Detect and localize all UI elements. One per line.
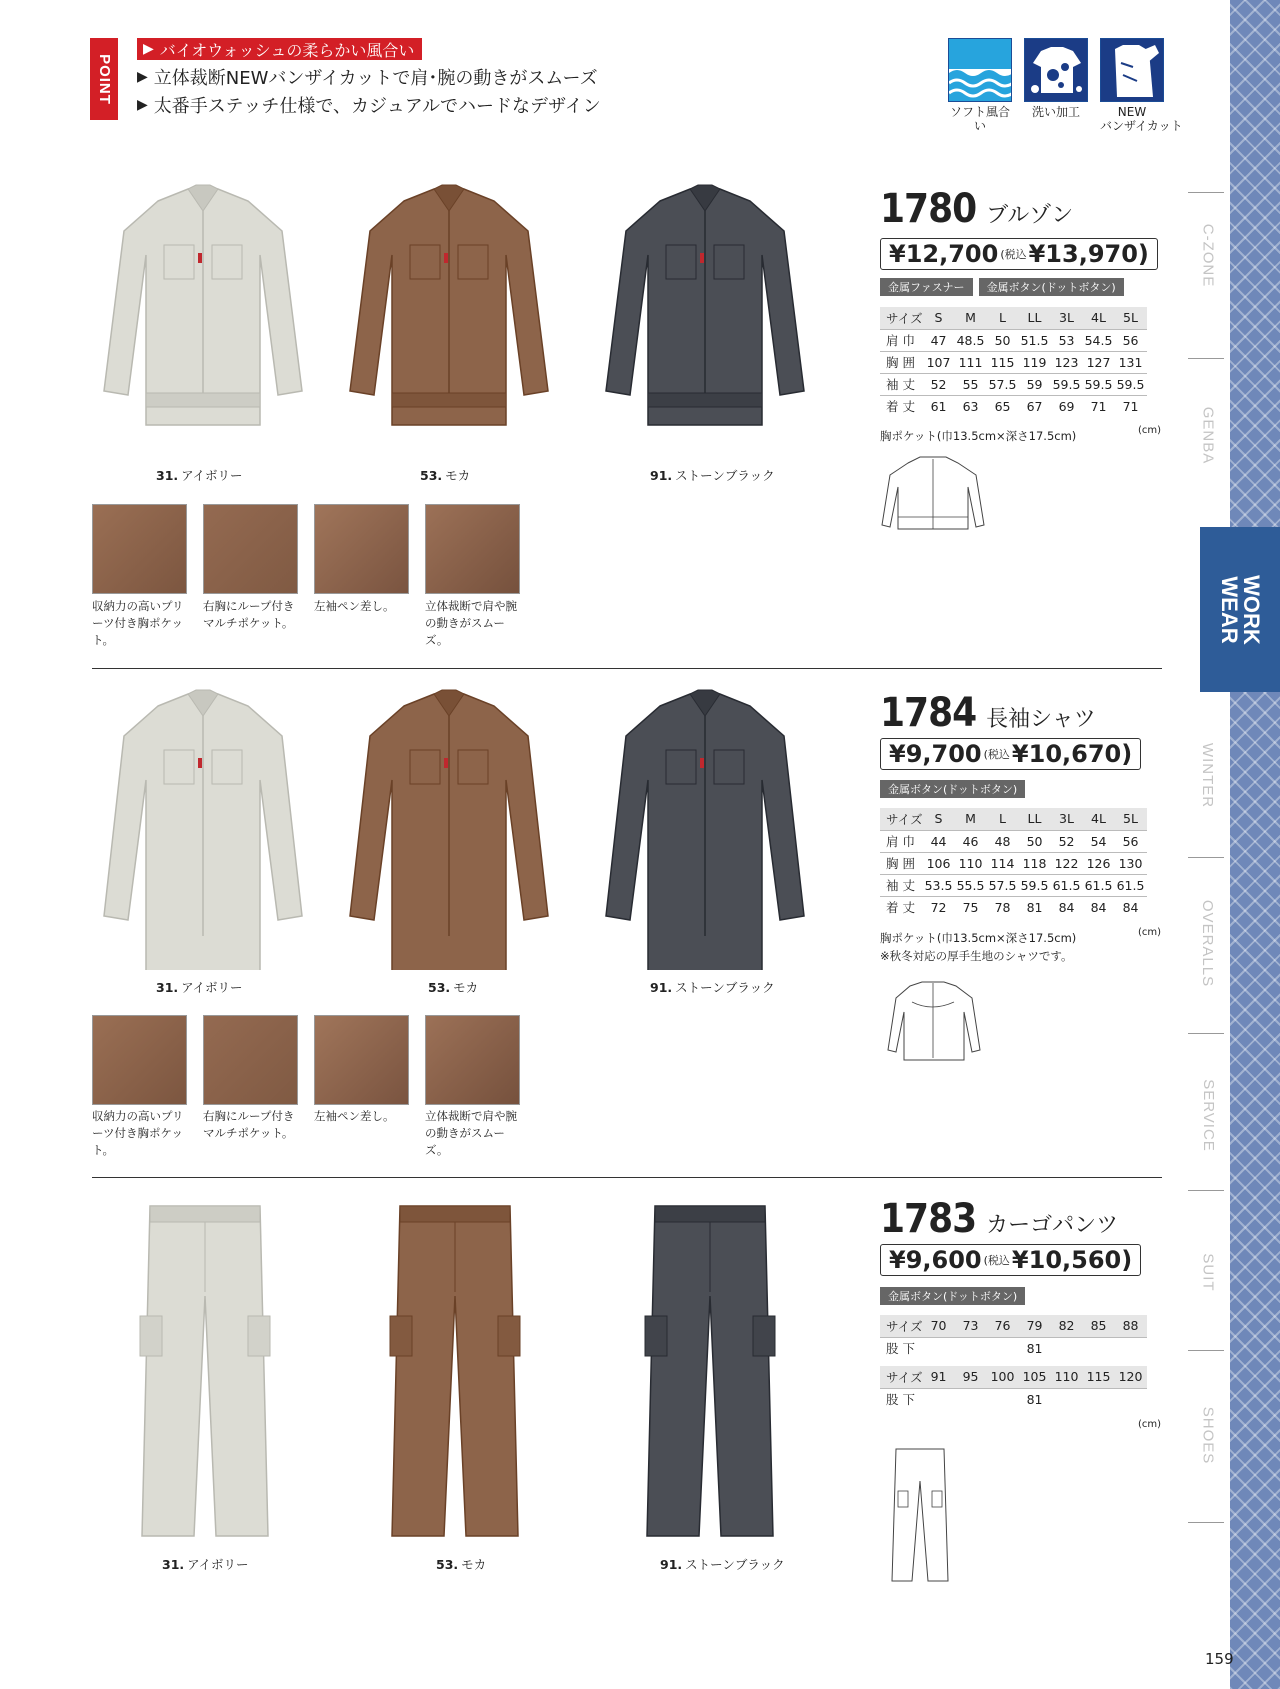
- size-cell: 50: [1019, 830, 1051, 852]
- size-cell: 67: [1019, 395, 1051, 417]
- size-cell: 110: [1051, 1366, 1083, 1388]
- detail-caption: 右胸にループ付きマルチポケット。: [203, 599, 295, 630]
- pocket-note: 胸ポケット(巾13.5cm×深さ17.5cm): [880, 931, 1077, 945]
- pants-image-stone-black: [625, 1196, 795, 1546]
- size-cell: 股 下: [880, 1337, 923, 1359]
- pants-waistband: [150, 1206, 260, 1222]
- product-title: 1784 長袖シャツ: [880, 690, 1096, 736]
- nav-tab-shoes[interactable]: SHOES: [1199, 1406, 1217, 1464]
- detail-multi-pocket: [203, 504, 298, 594]
- nav-tab-c-zone[interactable]: C-ZONE: [1199, 223, 1217, 287]
- size-cell: 61.5: [1115, 874, 1147, 896]
- size-cell: 胸 囲: [880, 351, 923, 373]
- color-caption: 31. アイボリー: [156, 468, 243, 483]
- size-cell: M: [955, 307, 987, 329]
- shirt-line-drawing: [878, 980, 988, 1065]
- badge-soft: ソフト風合い: [948, 38, 1012, 133]
- nav-divider: [1188, 857, 1224, 858]
- size-cell: 88: [1115, 1315, 1147, 1337]
- size-cell: 106: [923, 852, 955, 874]
- size-cell: 48: [987, 830, 1019, 852]
- size-cell: [1115, 1337, 1147, 1359]
- color-caption: 31. アイボリー: [162, 1557, 249, 1572]
- detail-caption: 収納力の高いプリーツ付き胸ポケット。: [92, 1109, 184, 1157]
- color-caption: 91. ストーンブラック: [650, 468, 775, 483]
- garment-waistband: [648, 393, 762, 407]
- nav-tab-work-wear[interactable]: WORK WEAR: [1200, 527, 1280, 692]
- size-cell: M: [955, 808, 987, 830]
- size-cell: 107: [923, 351, 955, 373]
- size-table: [880, 307, 1147, 417]
- jacket-image-ivory: [88, 183, 318, 453]
- nav-tab-winter[interactable]: WINTER: [1199, 742, 1217, 808]
- banzai-cut-icon: [1100, 38, 1164, 102]
- size-cell: 52: [1051, 830, 1083, 852]
- size-row: [880, 395, 1147, 417]
- size-cell: 47: [923, 329, 955, 351]
- size-cell: 57.5: [987, 373, 1019, 395]
- point-label: POINT: [90, 38, 118, 120]
- size-cell: 81: [1019, 1337, 1051, 1359]
- pants-waistband: [655, 1206, 765, 1222]
- size-cell: S: [923, 307, 955, 329]
- size-cell: [955, 1388, 987, 1410]
- size-cell: 110: [955, 852, 987, 874]
- shirt-image-ivory: [88, 688, 318, 970]
- size-cell: サイズ: [880, 307, 923, 329]
- size-cell: 56: [1115, 329, 1147, 351]
- pocket-note: 胸ポケット(巾13.5cm×深さ17.5cm): [880, 429, 1077, 443]
- size-cell: 53.5: [923, 874, 955, 896]
- size-cell: 4L: [1083, 808, 1115, 830]
- size-cell: 84: [1115, 896, 1147, 918]
- cargo-pocket: [753, 1316, 775, 1356]
- nav-tab-suit[interactable]: SUIT: [1199, 1252, 1217, 1292]
- size-row: [880, 329, 1147, 351]
- size-cell: 5L: [1115, 808, 1147, 830]
- nav-divider: [1188, 1350, 1224, 1351]
- cargo-pocket: [390, 1316, 412, 1356]
- size-cell: 82: [1051, 1315, 1083, 1337]
- color-caption: 31. アイボリー: [156, 980, 243, 995]
- spec-tag: 金属ファスナー: [880, 278, 973, 296]
- size-cell: LL: [1019, 808, 1051, 830]
- size-cell: 120: [1115, 1366, 1147, 1388]
- nav-divider: [1188, 358, 1224, 359]
- size-cell: 56: [1115, 830, 1147, 852]
- size-header-row: [880, 1366, 1147, 1388]
- spec-tags: [880, 278, 1124, 296]
- color-caption: 91. ストーンブラック: [660, 1557, 785, 1572]
- size-row: [880, 830, 1147, 852]
- size-cell: [955, 1337, 987, 1359]
- size-cell: 91: [923, 1366, 955, 1388]
- size-cell: 65: [987, 395, 1019, 417]
- fabric-note: ※秋冬対応の厚手生地のシャツです。: [880, 949, 1073, 963]
- size-cell: サイズ: [880, 808, 923, 830]
- size-cell: 114: [987, 852, 1019, 874]
- page-number: 159: [1205, 1650, 1234, 1668]
- size-cell: 72: [923, 896, 955, 918]
- size-cell: 54.5: [1083, 329, 1115, 351]
- size-cell: 胸 囲: [880, 852, 923, 874]
- size-cell: L: [987, 307, 1019, 329]
- nav-divider: [1188, 1033, 1224, 1034]
- size-cell: 59.5: [1083, 373, 1115, 395]
- size-row: [880, 1388, 1147, 1410]
- size-cell: 70: [923, 1315, 955, 1337]
- spec-tag: 金属ボタン(ドットボタン): [880, 780, 1025, 798]
- size-cell: 122: [1051, 852, 1083, 874]
- section-divider: [92, 1177, 1162, 1178]
- size-cell: 71: [1083, 395, 1115, 417]
- nav-divider: [1188, 192, 1224, 193]
- price-box: ¥9,600 (税込 ¥10,560 ): [880, 1244, 1141, 1276]
- size-cell: 51.5: [1019, 329, 1051, 351]
- size-cell: 100: [987, 1366, 1019, 1388]
- size-row: [880, 1337, 1147, 1359]
- size-row: [880, 351, 1147, 373]
- pants-image-ivory: [120, 1196, 290, 1546]
- price-box: ¥12,700 (税込 ¥13,970 ): [880, 238, 1158, 270]
- size-cell: 63: [955, 395, 987, 417]
- unit-label: (cm): [1138, 425, 1162, 436]
- size-cell: 5L: [1115, 307, 1147, 329]
- size-cell: 59.5: [1115, 373, 1147, 395]
- price-box: ¥9,700 (税込 ¥10,670 ): [880, 738, 1141, 770]
- size-cell: 48.5: [955, 329, 987, 351]
- size-header-row: [880, 1315, 1147, 1337]
- size-cell: 84: [1083, 896, 1115, 918]
- size-table: [880, 1366, 1147, 1410]
- size-cell: 52: [923, 373, 955, 395]
- size-cell: 130: [1115, 852, 1147, 874]
- size-cell: [987, 1337, 1019, 1359]
- nav-tab-service[interactable]: SERVICE: [1199, 1078, 1217, 1152]
- color-caption: 91. ストーンブラック: [650, 980, 775, 995]
- size-cell: 61: [923, 395, 955, 417]
- color-caption: 53. モカ: [436, 1557, 487, 1572]
- size-cell: [1083, 1337, 1115, 1359]
- size-cell: 55: [955, 373, 987, 395]
- spec-tags: [880, 1287, 1025, 1305]
- size-cell: 3L: [1051, 808, 1083, 830]
- detail-pen-slot: [314, 1015, 409, 1105]
- size-cell: 111: [955, 351, 987, 373]
- badge-banzai-cut: NEW バンザイカット: [1100, 38, 1164, 133]
- detail-pen-slot: [314, 504, 409, 594]
- size-cell: [1115, 1388, 1147, 1410]
- point-item-3: ▶ 太番手ステッチ仕様で、カジュアルでハードなデザイン: [137, 96, 601, 117]
- size-cell: サイズ: [880, 1366, 923, 1388]
- spec-tags: [880, 780, 1025, 798]
- detail-multi-pocket: [203, 1015, 298, 1105]
- garment-label: [198, 253, 202, 263]
- wash-icon: [1024, 38, 1088, 102]
- size-cell: 肩 巾: [880, 329, 923, 351]
- product-title: 1783 カーゴパンツ: [880, 1196, 1119, 1242]
- garment-waistband: [146, 393, 260, 407]
- cargo-pocket: [498, 1316, 520, 1356]
- shirt-image-mocha: [334, 688, 564, 970]
- size-cell: 4L: [1083, 307, 1115, 329]
- detail-shoulder-cut: [425, 1015, 520, 1105]
- size-cell: 71: [1115, 395, 1147, 417]
- size-cell: 69: [1051, 395, 1083, 417]
- detail-caption: 立体裁断で肩や腕の動きがスムーズ。: [425, 1109, 517, 1157]
- size-cell: [987, 1388, 1019, 1410]
- size-cell: 61.5: [1051, 874, 1083, 896]
- size-cell: [1083, 1388, 1115, 1410]
- pants-image-mocha: [370, 1196, 540, 1546]
- size-cell: LL: [1019, 307, 1051, 329]
- size-cell: 46: [955, 830, 987, 852]
- soft-touch-icon: [948, 38, 1012, 102]
- size-row: [880, 896, 1147, 918]
- cargo-pocket: [140, 1316, 162, 1356]
- section-divider: [92, 668, 1162, 669]
- garment-label: [444, 758, 448, 768]
- product-title: 1780 ブルゾン: [880, 186, 1074, 232]
- point-item-1: ▶ バイオウォッシュの柔らかい風合い: [137, 38, 422, 60]
- size-cell: 着 丈: [880, 395, 923, 417]
- size-cell: 3L: [1051, 307, 1083, 329]
- size-cell: 81: [1019, 896, 1051, 918]
- size-cell: 105: [1019, 1366, 1051, 1388]
- size-header-row: [880, 307, 1147, 329]
- spec-tag: 金属ボタン(ドットボタン): [979, 278, 1124, 296]
- shirt-image-stone-black: [590, 688, 820, 970]
- size-cell: 59.5: [1051, 373, 1083, 395]
- cargo-pocket: [645, 1316, 667, 1356]
- jacket-line-drawing: [878, 455, 988, 540]
- size-cell: 肩 巾: [880, 830, 923, 852]
- pants-waistband: [400, 1206, 510, 1222]
- size-cell: 50: [987, 329, 1019, 351]
- size-cell: 59.5: [1019, 874, 1051, 896]
- size-cell: 袖 丈: [880, 874, 923, 896]
- size-cell: 119: [1019, 351, 1051, 373]
- size-cell: 84: [1051, 896, 1083, 918]
- jacket-image-stone-black: [590, 183, 820, 453]
- size-cell: L: [987, 808, 1019, 830]
- size-table: [880, 1315, 1147, 1359]
- detail-caption: 立体裁断で肩や腕の動きがスムーズ。: [425, 599, 517, 647]
- size-cell: 袖 丈: [880, 373, 923, 395]
- garment-label: [700, 253, 704, 263]
- detail-caption: 左袖ペン差し。: [314, 599, 395, 613]
- side-pattern: [1230, 0, 1280, 1689]
- nav-divider: [1188, 1190, 1224, 1191]
- size-cell: [923, 1337, 955, 1359]
- size-cell: 79: [1019, 1315, 1051, 1337]
- nav-tab-genba[interactable]: GENBA: [1199, 406, 1217, 464]
- size-cell: 127: [1083, 351, 1115, 373]
- unit-label: (cm): [1138, 927, 1162, 938]
- size-cell: 118: [1019, 852, 1051, 874]
- size-cell: 44: [923, 830, 955, 852]
- size-cell: 55.5: [955, 874, 987, 896]
- size-cell: [1051, 1337, 1083, 1359]
- size-row: [880, 852, 1147, 874]
- size-cell: [923, 1388, 955, 1410]
- detail-caption: 収納力の高いプリーツ付き胸ポケット。: [92, 599, 184, 647]
- size-row: [880, 373, 1147, 395]
- size-cell: 76: [987, 1315, 1019, 1337]
- badge-washed: 洗い加工: [1024, 38, 1088, 119]
- size-cell: 57.5: [987, 874, 1019, 896]
- detail-shoulder-cut: [425, 504, 520, 594]
- detail-chest-pocket: [92, 504, 187, 594]
- size-cell: 股 下: [880, 1388, 923, 1410]
- size-cell: サイズ: [880, 1315, 923, 1337]
- spec-tag: 金属ボタン(ドットボタン): [880, 1287, 1025, 1305]
- size-cell: 131: [1115, 351, 1147, 373]
- nav-tab-overalls[interactable]: OVERALLS: [1199, 899, 1217, 987]
- detail-caption: 左袖ペン差し。: [314, 1109, 395, 1123]
- jacket-image-mocha: [334, 183, 564, 453]
- color-caption: 53. モカ: [428, 980, 479, 995]
- size-header-row: [880, 808, 1147, 830]
- detail-chest-pocket: [92, 1015, 187, 1105]
- size-cell: S: [923, 808, 955, 830]
- size-cell: 81: [1019, 1388, 1051, 1410]
- nav-divider: [1188, 1522, 1224, 1523]
- garment-waistband: [392, 393, 506, 407]
- size-cell: 78: [987, 896, 1019, 918]
- size-cell: 61.5: [1083, 874, 1115, 896]
- size-cell: 73: [955, 1315, 987, 1337]
- pants-line-drawing: [890, 1445, 950, 1585]
- size-cell: 着 丈: [880, 896, 923, 918]
- garment-label: [198, 758, 202, 768]
- size-table: [880, 808, 1147, 918]
- size-cell: 115: [1083, 1366, 1115, 1388]
- size-cell: 53: [1051, 329, 1083, 351]
- garment-label: [444, 253, 448, 263]
- size-cell: 115: [987, 351, 1019, 373]
- cargo-pocket: [248, 1316, 270, 1356]
- color-caption: 53. モカ: [420, 468, 471, 483]
- size-cell: 123: [1051, 351, 1083, 373]
- detail-caption: 右胸にループ付きマルチポケット。: [203, 1109, 295, 1140]
- point-item-2: ▶ 立体裁断NEWバンザイカットで肩･腕の動きがスムーズ: [137, 68, 598, 89]
- size-cell: 59: [1019, 373, 1051, 395]
- size-cell: 95: [955, 1366, 987, 1388]
- size-row: [880, 874, 1147, 896]
- size-cell: 75: [955, 896, 987, 918]
- size-cell: 54: [1083, 830, 1115, 852]
- unit-label: (cm): [1138, 1419, 1162, 1430]
- size-cell: 126: [1083, 852, 1115, 874]
- garment-label: [700, 758, 704, 768]
- size-cell: 85: [1083, 1315, 1115, 1337]
- size-cell: [1051, 1388, 1083, 1410]
